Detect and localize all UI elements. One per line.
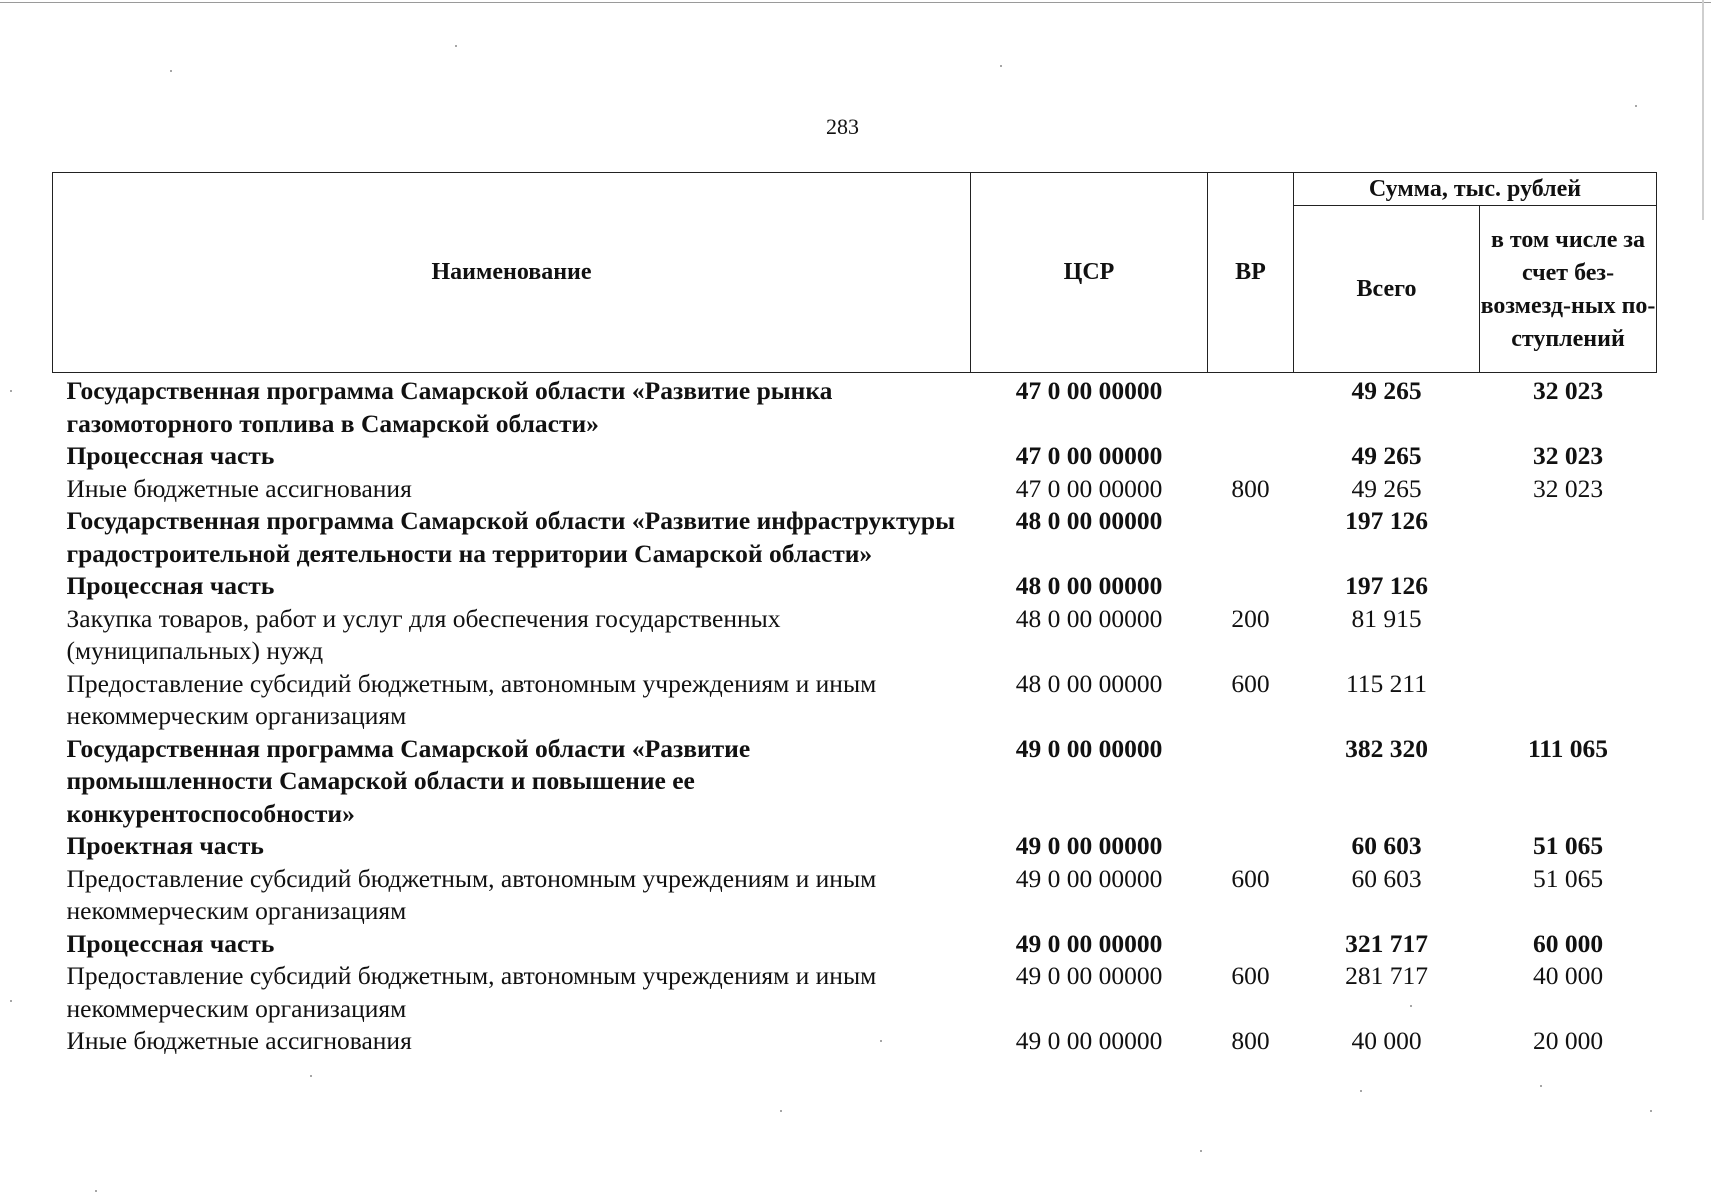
cell-total: 197 126: [1345, 506, 1428, 535]
cell-total: 49 265: [1351, 376, 1422, 405]
cell-csr: 49 0 00 00000: [1015, 831, 1163, 860]
table-row: [53, 1025, 1657, 1058]
cell-grant: 51 065: [1532, 831, 1604, 860]
scan-speck: [455, 45, 457, 47]
scan-speck: [170, 70, 172, 72]
cell-name: Государственная программа Самарской области «Развитие промышленности Самарской области и повышение ее конкурентоспособности»: [66, 733, 751, 828]
header-csr: ЦСР: [971, 173, 1208, 373]
cell-grant: [1480, 505, 1657, 570]
cell-name: Процессная часть: [66, 928, 275, 958]
cell-grant: [1480, 603, 1657, 668]
cell-vr: [1208, 373, 1294, 441]
table-row: [53, 960, 1657, 1025]
scan-speck: [880, 1040, 882, 1042]
table-row: [53, 928, 1657, 961]
scan-edge-shadow: [1702, 0, 1704, 220]
cell-name: Государственная программа Самарской области «Развитие инфраструктуры градостроительной деятельности на территории Самарской области»: [66, 506, 956, 568]
cell-csr: 47 0 00 00000: [1015, 376, 1163, 405]
header-name: Наименование: [53, 173, 971, 373]
cell-grant: 40 000: [1532, 961, 1604, 990]
cell-vr: [1208, 505, 1294, 570]
header-total: Всего: [1294, 206, 1480, 373]
cell-name: Процессная часть: [66, 571, 275, 600]
cell-name: Закупка товаров, работ и услуг для обеспечения государственных (муниципальных) нужд: [66, 603, 781, 665]
cell-csr: 47 0 00 00000: [1015, 441, 1163, 470]
table-body: [53, 373, 1657, 1058]
cell-csr: 49 0 00 00000: [1015, 961, 1163, 990]
cell-total: 49 265: [1351, 473, 1422, 503]
cell-vr: 600: [1231, 668, 1270, 698]
table-row: [53, 830, 1657, 863]
scan-speck: [1000, 65, 1002, 67]
scan-speck: [10, 1000, 12, 1002]
cell-name: Процессная часть: [66, 441, 275, 470]
table-row: [53, 373, 1657, 441]
cell-csr: 48 0 00 00000: [1015, 603, 1163, 633]
cell-vr: [1208, 830, 1294, 863]
header-grant-funded-text: в том числе за счет без-возмезд-ных по-ступлений: [1480, 227, 1656, 352]
header-grant-funded: [1480, 206, 1657, 373]
table-row: [53, 863, 1657, 928]
cell-total: 40 000: [1351, 1026, 1422, 1055]
scan-speck: [95, 1190, 97, 1192]
table-row: [53, 570, 1657, 603]
cell-vr: 800: [1231, 473, 1270, 503]
cell-total: 81 915: [1351, 603, 1422, 633]
cell-grant: 51 065: [1532, 863, 1604, 893]
table-row: [53, 603, 1657, 668]
scan-speck: [780, 1110, 782, 1112]
cell-vr: 200: [1231, 603, 1270, 633]
cell-name: Иные бюджетные ассигнования: [66, 1026, 412, 1055]
header-amount-group: Сумма, тыс. рублей: [1294, 173, 1657, 206]
cell-name: Предоставление субсидий бюджетным, автономным учреждениям и иным некоммерческим организациям: [66, 863, 877, 925]
cell-grant: 32 023: [1532, 376, 1604, 405]
cell-csr: 47 0 00 00000: [1015, 473, 1163, 503]
cell-grant: 60 000: [1532, 928, 1604, 958]
scan-speck: [1410, 1005, 1412, 1007]
scan-speck: [1540, 1085, 1542, 1087]
cell-name: Государственная программа Самарской области «Развитие рынка газомоторного топлива в Самарской области»: [66, 376, 833, 438]
cell-total: 60 603: [1351, 831, 1422, 860]
cell-name: Предоставление субсидий бюджетным, автономным учреждениям и иным некоммерческим организациям: [66, 961, 877, 1023]
cell-name: Проектная часть: [66, 831, 264, 860]
cell-grant: [1480, 668, 1657, 733]
scan-speck: [1650, 1110, 1652, 1112]
cell-grant: 32 023: [1532, 441, 1604, 470]
cell-vr: [1208, 928, 1294, 961]
scan-speck: [1360, 1090, 1362, 1092]
scan-speck: [310, 1075, 312, 1077]
table-row: [53, 440, 1657, 473]
cell-grant: 111 065: [1527, 733, 1609, 763]
budget-table: [52, 172, 1657, 1058]
table-header: [53, 173, 1657, 373]
cell-csr: 49 0 00 00000: [1015, 1026, 1163, 1055]
table-row: [53, 473, 1657, 506]
cell-total: 115 211: [1346, 668, 1427, 698]
cell-csr: 49 0 00 00000: [1015, 928, 1163, 958]
cell-vr: [1208, 733, 1294, 831]
scan-speck: [1635, 105, 1637, 107]
cell-vr: 600: [1231, 863, 1270, 893]
cell-name: Предоставление субсидий бюджетным, автономным учреждениям и иным некоммерческим организациям: [66, 668, 877, 730]
table-row: [53, 733, 1657, 831]
cell-csr: 48 0 00 00000: [1015, 571, 1163, 600]
cell-total: 60 603: [1351, 863, 1422, 893]
cell-total: 49 265: [1351, 441, 1422, 470]
cell-grant: 32 023: [1532, 473, 1604, 503]
cell-total: 321 717: [1345, 928, 1428, 958]
scan-speck: [1200, 1150, 1202, 1152]
cell-csr: 48 0 00 00000: [1015, 506, 1163, 535]
cell-name: Иные бюджетные ассигнования: [66, 473, 412, 503]
cell-grant: 20 000: [1532, 1026, 1604, 1055]
scan-border-line: [0, 2, 1711, 3]
cell-csr: 49 0 00 00000: [1015, 733, 1163, 763]
cell-grant: [1480, 570, 1657, 603]
scan-speck: [10, 390, 12, 392]
cell-total: 281 717: [1345, 961, 1428, 990]
page-number: 283: [826, 114, 859, 139]
cell-vr: [1208, 570, 1294, 603]
cell-csr: 48 0 00 00000: [1015, 668, 1163, 698]
table-row: [53, 505, 1657, 570]
cell-csr: 49 0 00 00000: [1015, 863, 1163, 893]
cell-vr: 800: [1231, 1026, 1270, 1055]
cell-vr: 600: [1231, 961, 1270, 990]
header-vr: ВР: [1208, 173, 1294, 373]
cell-total: 382 320: [1345, 733, 1428, 763]
cell-total: 197 126: [1345, 571, 1428, 600]
table-row: [53, 668, 1657, 733]
cell-vr: [1208, 440, 1294, 473]
